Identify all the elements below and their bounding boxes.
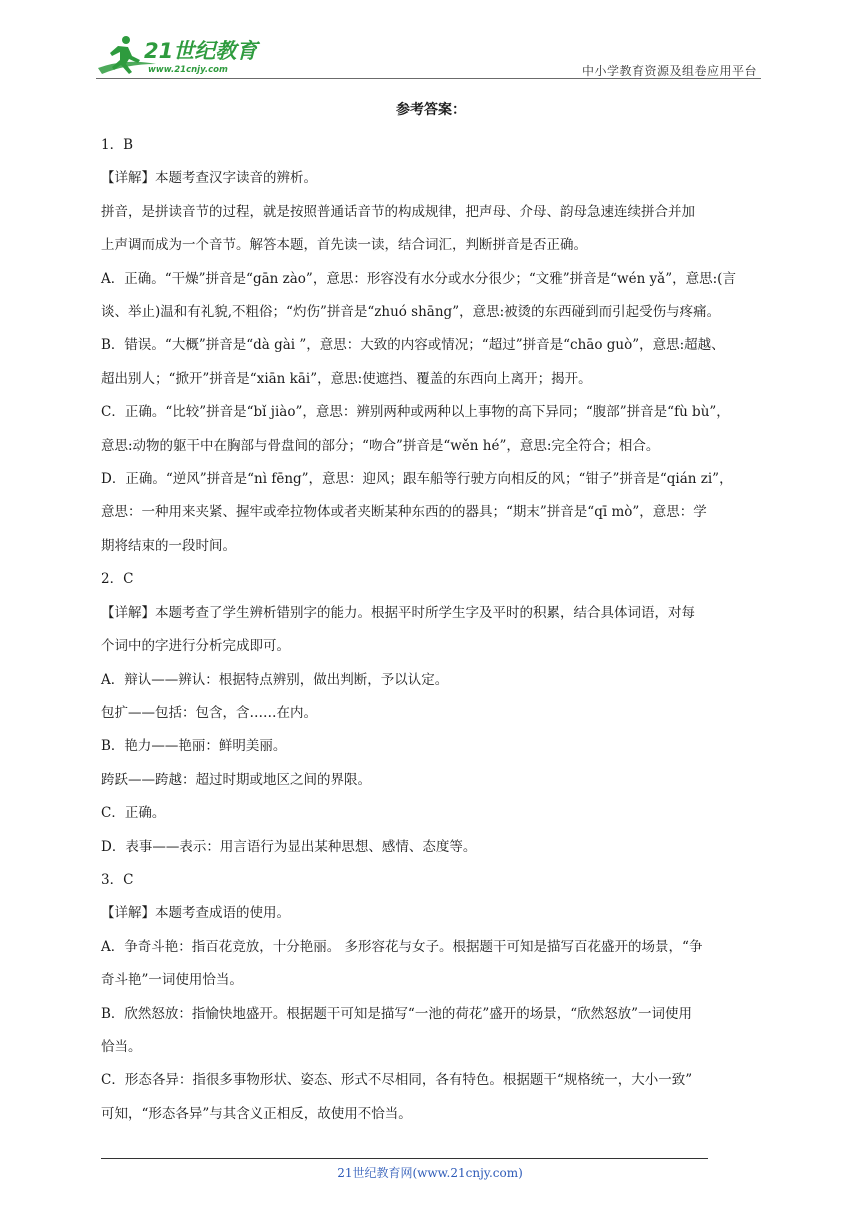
text-line: 恰当。	[101, 1038, 142, 1055]
text-line: D．正确。“逆风”拼音是“nì fēng”，意思：迎风；跟车船等行驶方向相反的风；“钳子”拼音是“qián zi”，	[101, 471, 733, 488]
text-line: 拼音，是拼读音节的过程，就是按照普通话音节的构成规律，把声母、介母、韵母急速连续拼合并加	[101, 203, 695, 220]
answer-content	[101, 99, 761, 1131]
header-divider	[96, 78, 761, 79]
answer-lines	[101, 129, 761, 1131]
text-line: 上声调而成为一个音节。解答本题，首先读一读，结合词汇，判断拼音是否正确。	[101, 237, 587, 254]
svg-text:21世纪教育: 21世纪教育	[144, 39, 258, 63]
text-line: 奇斗艳”一词使用恰当。	[101, 972, 243, 989]
footer-link[interactable]: 21世纪教育网(www.21cnjy.com)	[337, 1166, 523, 1180]
text-line: 包扩——包括：包含，含……在内。	[101, 704, 317, 721]
text-line: 3．C	[101, 871, 134, 888]
text-line: B．欣然怒放：指愉快地盛开。根据题干可知是描写“一池的荷花”盛开的场景，“欣然怒放”一词使用	[101, 1005, 693, 1022]
text-line: B．错误。“大概”拼音是“dà gài ”，意思：大致的内容或情况；“超过”拼音是“chāo guò”，意思:超越、	[101, 337, 725, 354]
text-line: 1．B	[101, 137, 134, 153]
text-line: 谈、举止)温和有礼貌,不粗俗；“灼伤”拼音是“zhuó shāng”，意思:被烫的东西碰到而引起受伤与疼痛。	[101, 304, 721, 321]
text-line: C．正确。“比较”拼音是“bǐ jiào”，意思：辨别两种或两种以上事物的高下异同；“腹部”拼音是“fù bù”，	[101, 404, 730, 421]
page-header	[96, 34, 761, 80]
text-line: 期将结束的一段时间。	[101, 537, 236, 554]
site-logo	[96, 34, 266, 78]
text-line: 【详解】本题考查成语的使用。	[101, 905, 290, 922]
text-line: A．争奇斗艳：指百花竞放，十分艳丽。 多形容花与女子。根据题干可知是描写百花盛开的场景，“争	[101, 938, 703, 955]
text-line: A．辩认——辨认：根据特点辨别，做出判断，予以认定。	[101, 671, 449, 688]
text-line: B．艳力——艳丽：鲜明美丽。	[101, 738, 287, 755]
text-line: 超出别人；“掀开”拼音是“xiān kāi”，意思:使遮挡、覆盖的东西向上离开；揭开。	[101, 370, 592, 387]
text-line: C．正确。	[101, 805, 166, 822]
text-line: 2．C	[101, 571, 134, 588]
text-line: C．形态各异：指很多事物形状、姿态、形式不尽相同，各有特色。根据题干“规格统一，大小一致”	[101, 1072, 693, 1089]
text-line: 可知，“形态各异”与其含义正相反，故使用不恰当。	[101, 1105, 412, 1122]
text-line: D．表事——表示：用言语行为显出某种思想、感情、态度等。	[101, 838, 477, 855]
text-line: 个词中的字进行分析完成即可。	[101, 638, 290, 655]
platform-name: 中小学教育资源及组卷应用平台	[581, 64, 757, 78]
text-line: 跨跃——跨越：超过时期或地区之间的界限。	[101, 771, 371, 788]
footer-divider	[101, 1158, 708, 1159]
text-line: 【详解】本题考查了学生辨析错别字的能力。根据平时所学生字及平时的积累，结合具体词语，对每	[101, 604, 695, 621]
text-line: A．正确。“干燥”拼音是“gān zào”，意思：形容没有水分或水分很少；“文雅”拼音是“wén yǎ”，意思:(言	[101, 270, 736, 287]
text-line: 【详解】本题考查汉字读音的辨析。	[101, 170, 317, 187]
text-line: 意思:动物的躯干中在胸部与骨盘间的部分；“吻合”拼音是“wěn hé”，意思:完全符合；相合。	[101, 437, 660, 454]
answer-title: 参考答案：	[396, 102, 466, 118]
text-line: 意思：一种用来夹紧、握牢或牵拉物体或者夹断某种东西的的器具；“期末”拼音是“qī mò”，意思：学	[101, 504, 707, 521]
svg-text:www.21cnjy.com: www.21cnjy.com	[148, 65, 228, 75]
